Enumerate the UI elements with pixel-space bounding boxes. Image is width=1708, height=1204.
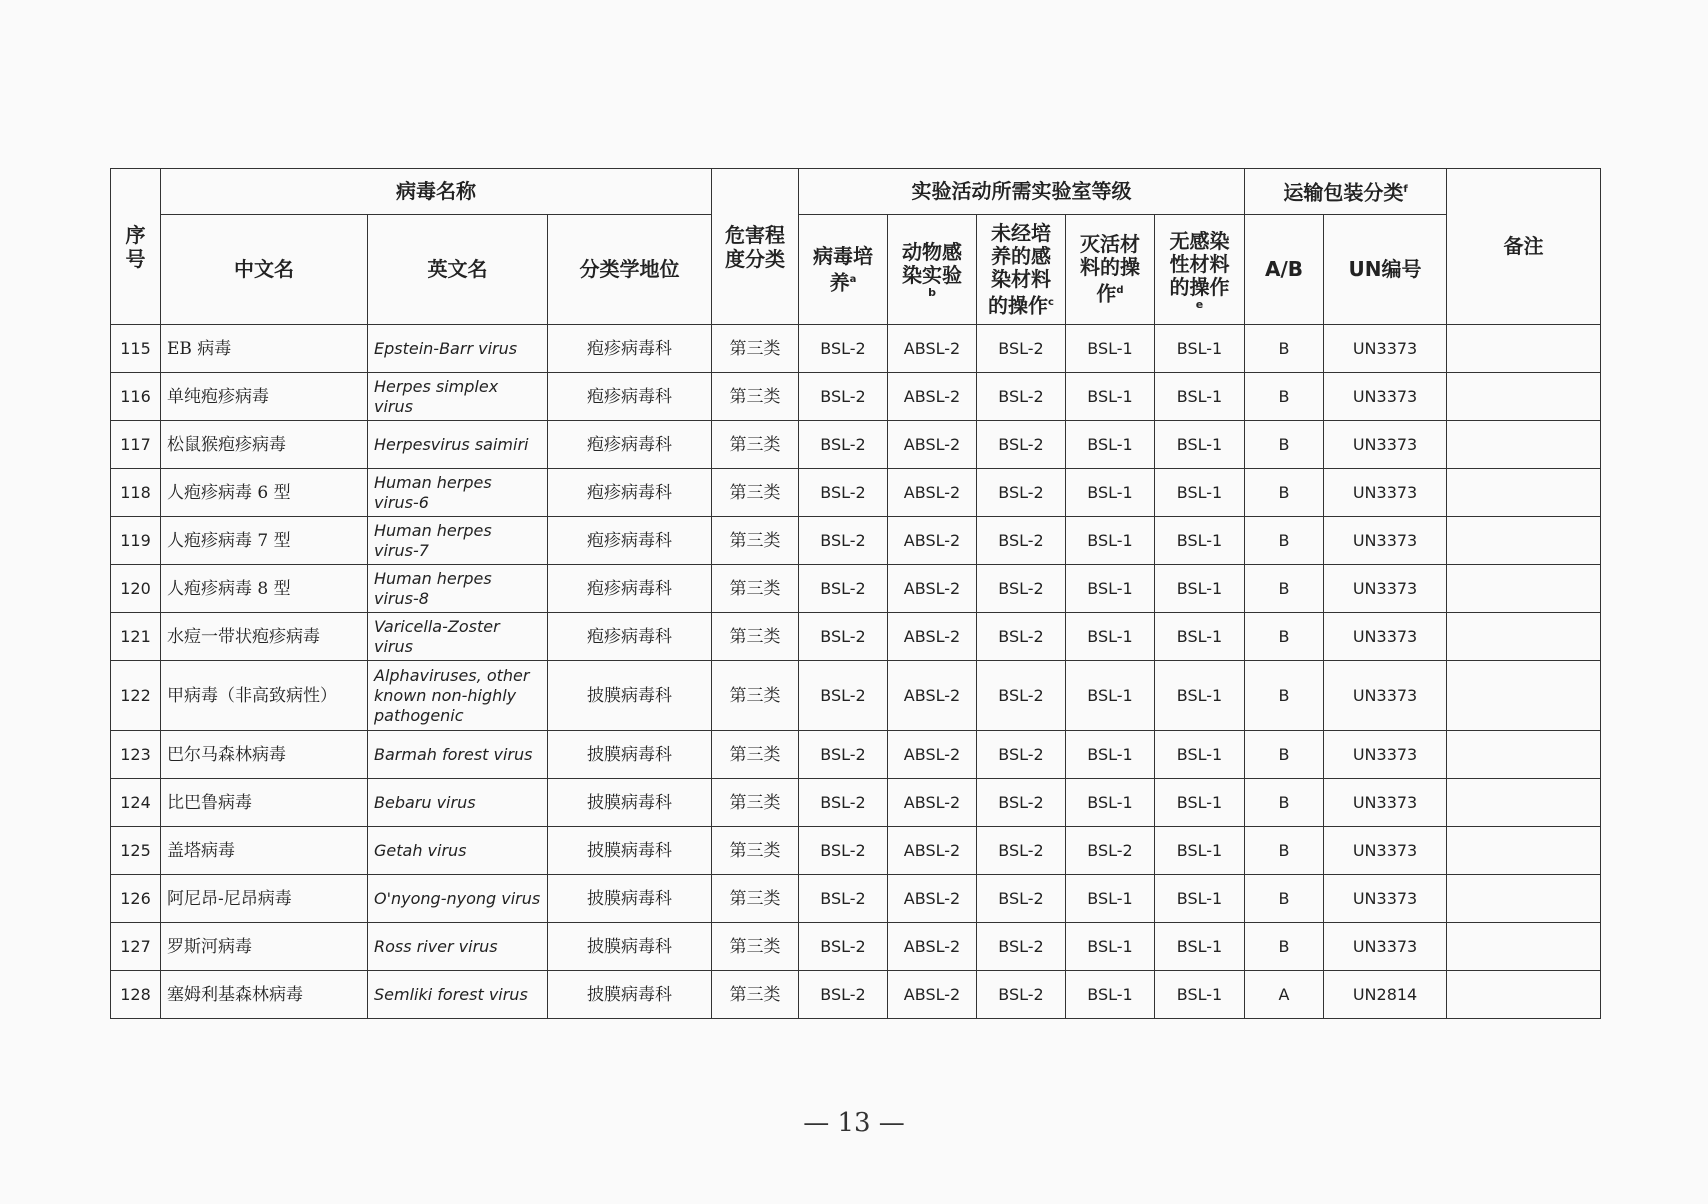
header-animal-infection: 动物感染实验 b bbox=[888, 215, 977, 325]
cell-animal-infection: ABSL-2 bbox=[888, 923, 977, 971]
cell-ab: B bbox=[1245, 661, 1324, 731]
cell-hazard: 第三类 bbox=[712, 517, 799, 565]
cell-virus-culture: BSL-2 bbox=[799, 469, 888, 517]
cell-taxonomy: 疱疹病毒科 bbox=[548, 469, 712, 517]
cell-virus-culture: BSL-2 bbox=[799, 517, 888, 565]
header-inactivated: 灭活材料的操作$^d$ bbox=[1066, 215, 1155, 325]
cell-english-name: Bebaru virus bbox=[368, 779, 548, 827]
cell-un: UN3373 bbox=[1324, 613, 1447, 661]
cell-hazard: 第三类 bbox=[712, 325, 799, 373]
cell-english-name: Epstein-Barr virus bbox=[368, 325, 548, 373]
table-row bbox=[111, 731, 1601, 779]
cell-ab: B bbox=[1245, 517, 1324, 565]
cell-un: UN3373 bbox=[1324, 373, 1447, 421]
cell-animal-infection: ABSL-2 bbox=[888, 421, 977, 469]
cell-un: UN3373 bbox=[1324, 565, 1447, 613]
cell-animal-infection: ABSL-2 bbox=[888, 613, 977, 661]
cell-uncultured: BSL-2 bbox=[977, 469, 1066, 517]
table-row bbox=[111, 971, 1601, 1019]
cell-un: UN3373 bbox=[1324, 779, 1447, 827]
cell-virus-culture: BSL-2 bbox=[799, 613, 888, 661]
cell-virus-culture: BSL-2 bbox=[799, 779, 888, 827]
cell-english-name: Semliki forest virus bbox=[368, 971, 548, 1019]
cell-uncultured: BSL-2 bbox=[977, 421, 1066, 469]
cell-animal-infection: ABSL-2 bbox=[888, 325, 977, 373]
cell-noninfectious: BSL-1 bbox=[1155, 565, 1245, 613]
table-row bbox=[111, 875, 1601, 923]
cell-remark bbox=[1447, 373, 1601, 421]
cell-ab: B bbox=[1245, 923, 1324, 971]
cell-uncultured: BSL-2 bbox=[977, 827, 1066, 875]
cell-hazard: 第三类 bbox=[712, 661, 799, 731]
cell-serial: 120 bbox=[111, 565, 161, 613]
cell-uncultured: BSL-2 bbox=[977, 923, 1066, 971]
cell-taxonomy: 披膜病毒科 bbox=[548, 661, 712, 731]
cell-english-name: Getah virus bbox=[368, 827, 548, 875]
cell-serial: 117 bbox=[111, 421, 161, 469]
cell-uncultured: BSL-2 bbox=[977, 517, 1066, 565]
cell-inactivated: BSL-1 bbox=[1066, 875, 1155, 923]
header-un: UN编号 bbox=[1324, 215, 1447, 325]
table-row bbox=[111, 923, 1601, 971]
cell-noninfectious: BSL-1 bbox=[1155, 779, 1245, 827]
cell-animal-infection: ABSL-2 bbox=[888, 827, 977, 875]
cell-noninfectious: BSL-1 bbox=[1155, 325, 1245, 373]
header-taxonomy: 分类学地位 bbox=[548, 215, 712, 325]
cell-inactivated: BSL-1 bbox=[1066, 469, 1155, 517]
cell-noninfectious: BSL-1 bbox=[1155, 971, 1245, 1019]
table-row bbox=[111, 325, 1601, 373]
cell-chinese-name: 盖塔病毒 bbox=[161, 827, 368, 875]
cell-un: UN3373 bbox=[1324, 827, 1447, 875]
cell-inactivated: BSL-1 bbox=[1066, 517, 1155, 565]
cell-un: UN3373 bbox=[1324, 731, 1447, 779]
header-hazard: 危害程度分类 bbox=[712, 169, 799, 325]
cell-hazard: 第三类 bbox=[712, 971, 799, 1019]
cell-virus-culture: BSL-2 bbox=[799, 661, 888, 731]
cell-inactivated: BSL-2 bbox=[1066, 827, 1155, 875]
virus-table bbox=[110, 168, 1601, 1019]
cell-ab: B bbox=[1245, 373, 1324, 421]
cell-inactivated: BSL-1 bbox=[1066, 779, 1155, 827]
cell-serial: 121 bbox=[111, 613, 161, 661]
cell-animal-infection: ABSL-2 bbox=[888, 875, 977, 923]
cell-serial: 115 bbox=[111, 325, 161, 373]
cell-serial: 128 bbox=[111, 971, 161, 1019]
cell-ab: A bbox=[1245, 971, 1324, 1019]
cell-hazard: 第三类 bbox=[712, 827, 799, 875]
cell-animal-infection: ABSL-2 bbox=[888, 565, 977, 613]
cell-taxonomy: 疱疹病毒科 bbox=[548, 565, 712, 613]
cell-taxonomy: 披膜病毒科 bbox=[548, 875, 712, 923]
cell-serial: 124 bbox=[111, 779, 161, 827]
cell-un: UN3373 bbox=[1324, 469, 1447, 517]
cell-inactivated: BSL-1 bbox=[1066, 971, 1155, 1019]
cell-serial: 125 bbox=[111, 827, 161, 875]
cell-ab: B bbox=[1245, 469, 1324, 517]
cell-hazard: 第三类 bbox=[712, 421, 799, 469]
cell-taxonomy: 披膜病毒科 bbox=[548, 827, 712, 875]
cell-serial: 118 bbox=[111, 469, 161, 517]
cell-chinese-name: 单纯疱疹病毒 bbox=[161, 373, 368, 421]
cell-inactivated: BSL-1 bbox=[1066, 613, 1155, 661]
cell-uncultured: BSL-2 bbox=[977, 875, 1066, 923]
cell-animal-infection: ABSL-2 bbox=[888, 779, 977, 827]
table-row bbox=[111, 565, 1601, 613]
cell-remark bbox=[1447, 971, 1601, 1019]
cell-noninfectious: BSL-1 bbox=[1155, 517, 1245, 565]
cell-animal-infection: ABSL-2 bbox=[888, 517, 977, 565]
cell-uncultured: BSL-2 bbox=[977, 373, 1066, 421]
cell-animal-infection: ABSL-2 bbox=[888, 661, 977, 731]
cell-un: UN3373 bbox=[1324, 875, 1447, 923]
cell-un: UN3373 bbox=[1324, 421, 1447, 469]
cell-remark bbox=[1447, 565, 1601, 613]
cell-hazard: 第三类 bbox=[712, 373, 799, 421]
cell-un: UN3373 bbox=[1324, 517, 1447, 565]
cell-ab: B bbox=[1245, 779, 1324, 827]
cell-animal-infection: ABSL-2 bbox=[888, 469, 977, 517]
cell-hazard: 第三类 bbox=[712, 779, 799, 827]
table-row bbox=[111, 421, 1601, 469]
cell-ab: B bbox=[1245, 325, 1324, 373]
cell-english-name: Herpesvirus saimiri bbox=[368, 421, 548, 469]
cell-noninfectious: BSL-1 bbox=[1155, 613, 1245, 661]
cell-ab: B bbox=[1245, 421, 1324, 469]
cell-animal-infection: ABSL-2 bbox=[888, 731, 977, 779]
cell-uncultured: BSL-2 bbox=[977, 971, 1066, 1019]
cell-un: UN3373 bbox=[1324, 325, 1447, 373]
cell-noninfectious: BSL-1 bbox=[1155, 661, 1245, 731]
cell-remark bbox=[1447, 469, 1601, 517]
table-row bbox=[111, 517, 1601, 565]
cell-un: UN2814 bbox=[1324, 971, 1447, 1019]
cell-hazard: 第三类 bbox=[712, 469, 799, 517]
cell-animal-infection: ABSL-2 bbox=[888, 373, 977, 421]
cell-chinese-name: 松鼠猴疱疹病毒 bbox=[161, 421, 368, 469]
cell-remark bbox=[1447, 875, 1601, 923]
header-serial: 序号 bbox=[111, 169, 161, 325]
cell-chinese-name: 水痘一带状疱疹病毒 bbox=[161, 613, 368, 661]
cell-remark bbox=[1447, 421, 1601, 469]
table-row bbox=[111, 827, 1601, 875]
cell-serial: 119 bbox=[111, 517, 161, 565]
cell-remark bbox=[1447, 731, 1601, 779]
cell-english-name: Varicella-Zoster virus bbox=[368, 613, 548, 661]
cell-virus-culture: BSL-2 bbox=[799, 373, 888, 421]
cell-english-name: O'nyong-nyong virus bbox=[368, 875, 548, 923]
cell-english-name: Human herpes virus-6 bbox=[368, 469, 548, 517]
cell-uncultured: BSL-2 bbox=[977, 661, 1066, 731]
cell-virus-culture: BSL-2 bbox=[799, 565, 888, 613]
cell-inactivated: BSL-1 bbox=[1066, 923, 1155, 971]
cell-noninfectious: BSL-1 bbox=[1155, 827, 1245, 875]
cell-remark bbox=[1447, 827, 1601, 875]
cell-remark bbox=[1447, 923, 1601, 971]
table-row bbox=[111, 373, 1601, 421]
cell-ab: B bbox=[1245, 731, 1324, 779]
cell-noninfectious: BSL-1 bbox=[1155, 469, 1245, 517]
page-number: — 13 — bbox=[803, 1108, 905, 1138]
table-row bbox=[111, 661, 1601, 731]
cell-ab: B bbox=[1245, 565, 1324, 613]
table-row bbox=[111, 469, 1601, 517]
cell-taxonomy: 疱疹病毒科 bbox=[548, 421, 712, 469]
cell-taxonomy: 疱疹病毒科 bbox=[548, 373, 712, 421]
cell-virus-culture: BSL-2 bbox=[799, 923, 888, 971]
table-row bbox=[111, 779, 1601, 827]
cell-inactivated: BSL-1 bbox=[1066, 325, 1155, 373]
cell-taxonomy: 疱疹病毒科 bbox=[548, 325, 712, 373]
cell-hazard: 第三类 bbox=[712, 613, 799, 661]
header-virus-culture: 病毒培养$^a$ bbox=[799, 215, 888, 325]
cell-remark bbox=[1447, 661, 1601, 731]
cell-chinese-name: 甲病毒（非高致病性） bbox=[161, 661, 368, 731]
cell-uncultured: BSL-2 bbox=[977, 565, 1066, 613]
cell-chinese-name: 阿尼昂-尼昂病毒 bbox=[161, 875, 368, 923]
header-ab: A/B bbox=[1245, 215, 1324, 325]
cell-remark bbox=[1447, 613, 1601, 661]
cell-inactivated: BSL-1 bbox=[1066, 421, 1155, 469]
cell-english-name: Ross river virus bbox=[368, 923, 548, 971]
header-noninfectious: 无感染性材料的操作 e bbox=[1155, 215, 1245, 325]
cell-serial: 126 bbox=[111, 875, 161, 923]
cell-noninfectious: BSL-1 bbox=[1155, 731, 1245, 779]
cell-chinese-name: 巴尔马森林病毒 bbox=[161, 731, 368, 779]
cell-chinese-name: 塞姆利基森林病毒 bbox=[161, 971, 368, 1019]
cell-serial: 123 bbox=[111, 731, 161, 779]
cell-chinese-name: 比巴鲁病毒 bbox=[161, 779, 368, 827]
cell-english-name: Alphaviruses, other known non-highly pathogenic bbox=[368, 661, 548, 731]
cell-ab: B bbox=[1245, 613, 1324, 661]
cell-chinese-name: 罗斯河病毒 bbox=[161, 923, 368, 971]
cell-remark bbox=[1447, 325, 1601, 373]
header-english-name: 英文名 bbox=[368, 215, 548, 325]
cell-english-name: Human herpes virus-7 bbox=[368, 517, 548, 565]
cell-uncultured: BSL-2 bbox=[977, 779, 1066, 827]
header-uncultured: 未经培养的感染材料的操作$^c$ bbox=[977, 215, 1066, 325]
header-remarks: 备注 bbox=[1447, 169, 1601, 325]
cell-noninfectious: BSL-1 bbox=[1155, 923, 1245, 971]
header-transport: 运输包装分类$^f$ bbox=[1245, 169, 1447, 215]
cell-noninfectious: BSL-1 bbox=[1155, 875, 1245, 923]
cell-uncultured: BSL-2 bbox=[977, 613, 1066, 661]
header-virus-name: 病毒名称 bbox=[161, 169, 712, 215]
cell-chinese-name: 人疱疹病毒 7 型 bbox=[161, 517, 368, 565]
cell-ab: B bbox=[1245, 827, 1324, 875]
cell-taxonomy: 披膜病毒科 bbox=[548, 731, 712, 779]
header-lab-level: 实验活动所需实验室等级 bbox=[799, 169, 1245, 215]
cell-uncultured: BSL-2 bbox=[977, 731, 1066, 779]
cell-hazard: 第三类 bbox=[712, 875, 799, 923]
cell-inactivated: BSL-1 bbox=[1066, 565, 1155, 613]
cell-serial: 127 bbox=[111, 923, 161, 971]
cell-ab: B bbox=[1245, 875, 1324, 923]
cell-taxonomy: 披膜病毒科 bbox=[548, 971, 712, 1019]
cell-virus-culture: BSL-2 bbox=[799, 971, 888, 1019]
cell-chinese-name: EB 病毒 bbox=[161, 325, 368, 373]
cell-virus-culture: BSL-2 bbox=[799, 421, 888, 469]
cell-un: UN3373 bbox=[1324, 661, 1447, 731]
cell-chinese-name: 人疱疹病毒 8 型 bbox=[161, 565, 368, 613]
cell-remark bbox=[1447, 517, 1601, 565]
cell-noninfectious: BSL-1 bbox=[1155, 373, 1245, 421]
cell-hazard: 第三类 bbox=[712, 565, 799, 613]
cell-hazard: 第三类 bbox=[712, 923, 799, 971]
cell-virus-culture: BSL-2 bbox=[799, 731, 888, 779]
cell-english-name: Herpes simplex virus bbox=[368, 373, 548, 421]
cell-taxonomy: 披膜病毒科 bbox=[548, 923, 712, 971]
cell-noninfectious: BSL-1 bbox=[1155, 421, 1245, 469]
cell-un: UN3373 bbox=[1324, 923, 1447, 971]
cell-serial: 116 bbox=[111, 373, 161, 421]
cell-inactivated: BSL-1 bbox=[1066, 661, 1155, 731]
cell-inactivated: BSL-1 bbox=[1066, 373, 1155, 421]
cell-serial: 122 bbox=[111, 661, 161, 731]
cell-remark bbox=[1447, 779, 1601, 827]
header-chinese-name: 中文名 bbox=[161, 215, 368, 325]
cell-english-name: Barmah forest virus bbox=[368, 731, 548, 779]
cell-taxonomy: 披膜病毒科 bbox=[548, 779, 712, 827]
cell-animal-infection: ABSL-2 bbox=[888, 971, 977, 1019]
cell-inactivated: BSL-1 bbox=[1066, 731, 1155, 779]
cell-virus-culture: BSL-2 bbox=[799, 827, 888, 875]
cell-english-name: Human herpes virus-8 bbox=[368, 565, 548, 613]
cell-virus-culture: BSL-2 bbox=[799, 875, 888, 923]
table-row bbox=[111, 613, 1601, 661]
cell-uncultured: BSL-2 bbox=[977, 325, 1066, 373]
cell-taxonomy: 疱疹病毒科 bbox=[548, 517, 712, 565]
cell-chinese-name: 人疱疹病毒 6 型 bbox=[161, 469, 368, 517]
cell-hazard: 第三类 bbox=[712, 731, 799, 779]
cell-taxonomy: 疱疹病毒科 bbox=[548, 613, 712, 661]
cell-virus-culture: BSL-2 bbox=[799, 325, 888, 373]
